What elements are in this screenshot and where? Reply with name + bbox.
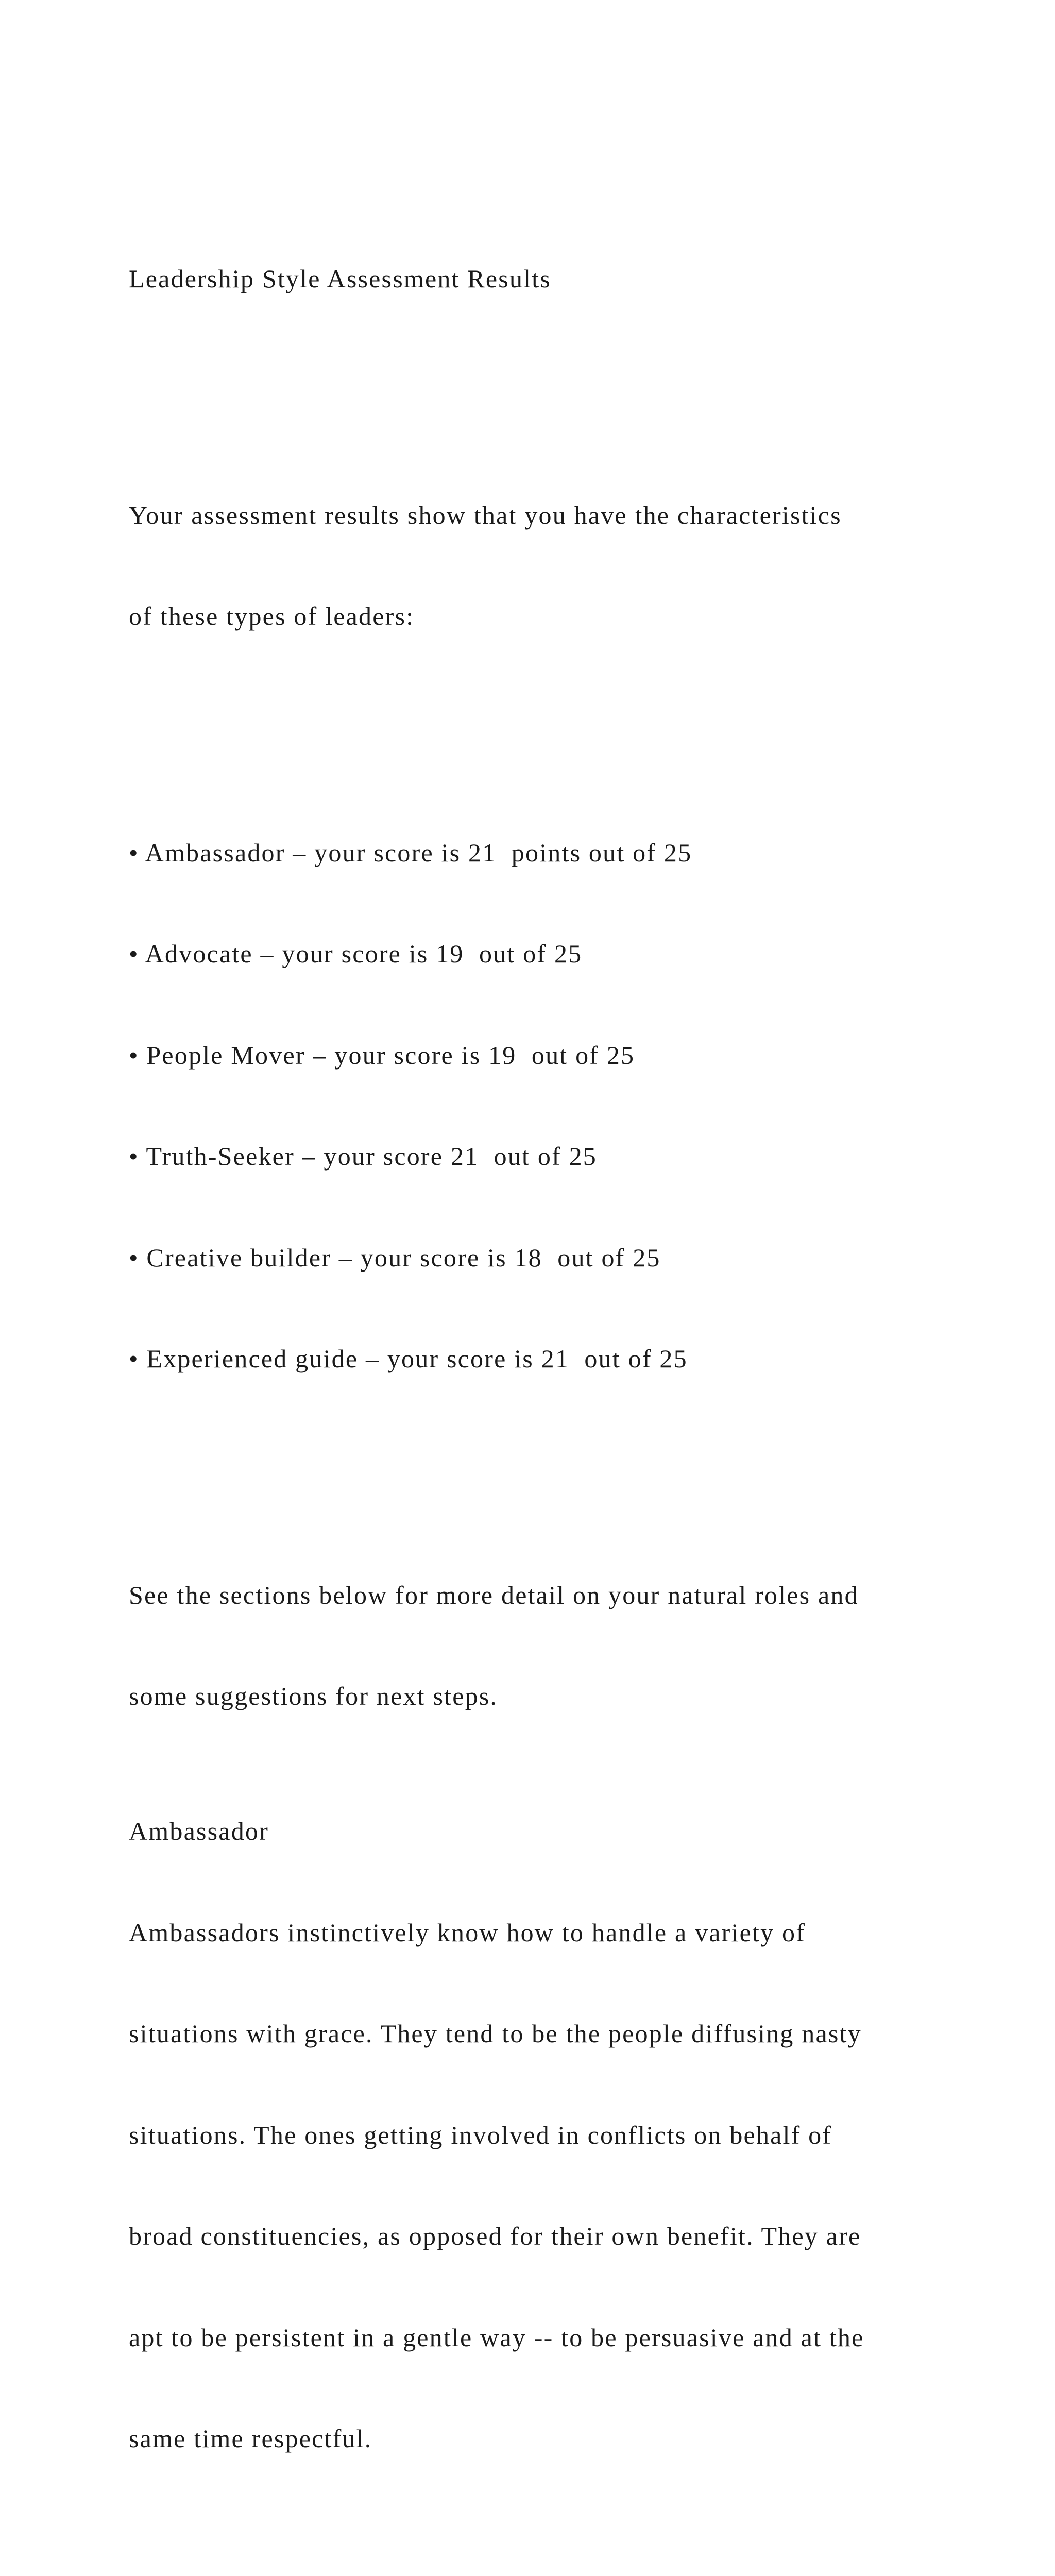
- ambassador-paragraph-line: same time respectful.: [129, 2424, 372, 2453]
- section-heading-ambassador: Ambassador: [129, 1817, 269, 1845]
- blank-line: [129, 364, 979, 398]
- ambassador-paragraph-line: broad constituencies, as opposed for their own benefit. They are: [129, 2222, 861, 2250]
- ambassador-paragraph-line: Ambassadors instinctively know how to handle a variety of: [129, 1918, 806, 1947]
- see-below-line: some suggestions for next steps.: [129, 1682, 498, 1710]
- score-item-advocate: • Advocate – your score is 19 out of 25: [129, 939, 583, 968]
- ambassador-paragraph-line: situations with grace. They tend to be the people diffusing nasty: [129, 2019, 862, 2048]
- blank-line: [129, 2523, 979, 2557]
- score-item-truth-seeker: • Truth-Seeker – your score 21 out of 25: [129, 1142, 597, 1171]
- ambassador-paragraph-line: apt to be persistent in a gentle way -- to be persuasive and at the: [129, 2323, 864, 2352]
- document-body: [129, 195, 979, 2576]
- intro-line: Your assessment results show that you have the characteristics: [129, 500, 842, 530]
- blank-line: [129, 701, 979, 735]
- document-title: Leadership Style Assessment Results: [129, 264, 551, 293]
- score-item-people-mover: • People Mover – your score is 19 out of 25: [129, 1040, 635, 1070]
- blank-line: [129, 1444, 979, 1478]
- see-below-line: See the sections below for more detail on your natural roles and: [129, 1580, 859, 1609]
- score-item-creative-builder: • Creative builder – your score is 18 out of 25: [129, 1243, 661, 1272]
- score-item-experienced-guide: • Experienced guide – your score is 21 out of 25: [129, 1344, 688, 1373]
- score-item-ambassador: • Ambassador – your score is 21 points out of 25: [129, 838, 692, 867]
- intro-line: of these types of leaders:: [129, 602, 415, 631]
- ambassador-paragraph-line: situations. The ones getting involved in conflicts on behalf of: [129, 2120, 832, 2149]
